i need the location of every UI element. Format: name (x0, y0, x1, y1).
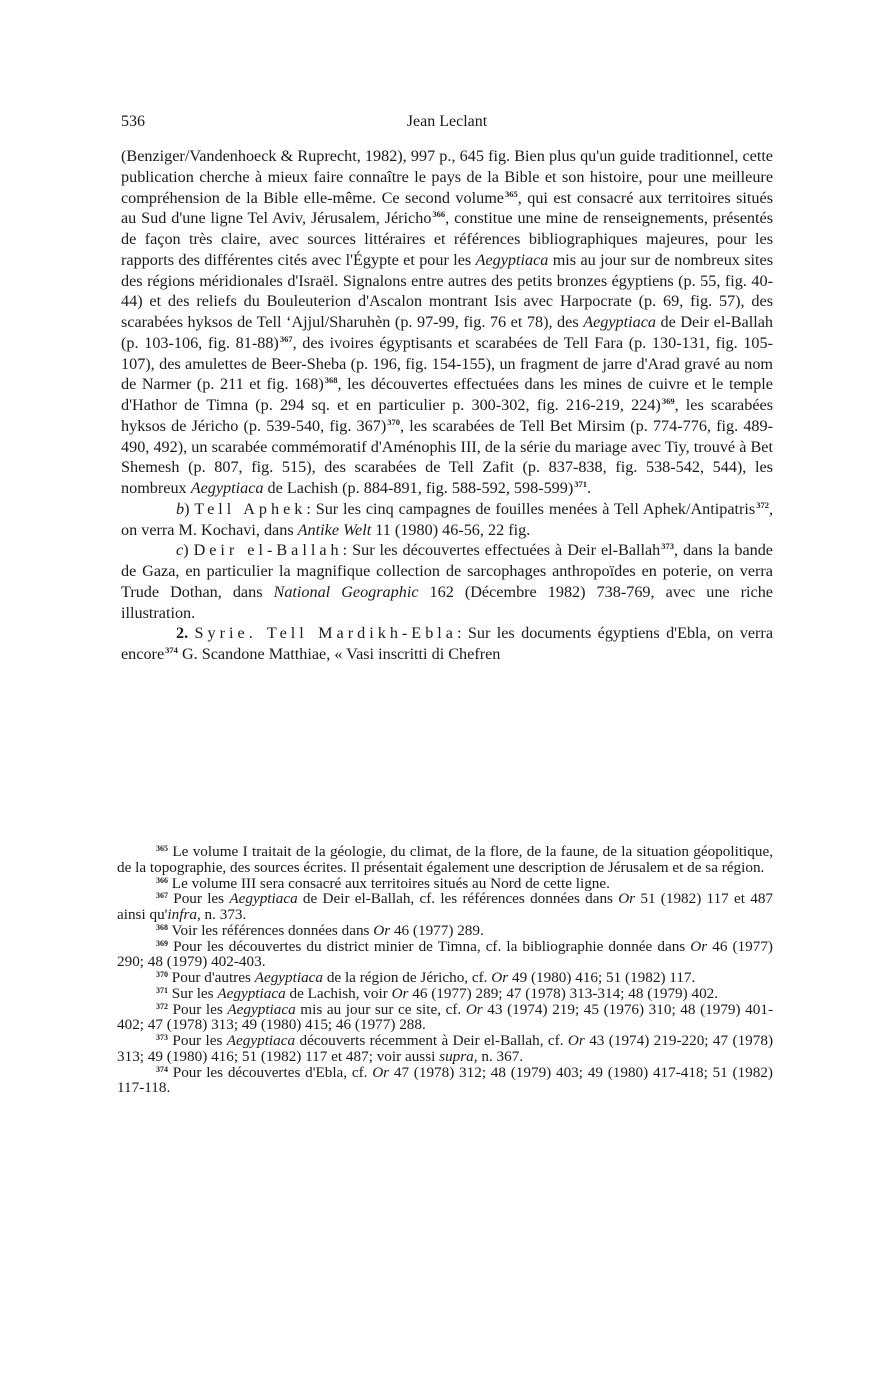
text-run: Pour les découvertes du district minier de Timna, cf. la bibliographie donnée dans (168, 937, 691, 955)
running-head: Jean Leclant (406, 113, 488, 130)
italic-text: Or (690, 937, 708, 955)
italic-text: Aegyptiaca (227, 1000, 296, 1018)
text-run: 46 (1977) 290; 48 (1979) 402-403. (117, 937, 773, 971)
italic-text: Antike Welt (297, 520, 372, 539)
text-run: Le volume III sera consacré aux territoires situés au Nord de cette ligne. (168, 874, 610, 892)
text-run: ) (184, 499, 195, 518)
spaced-heading-text: Syrie. Tell Mardikh-Ebla (194, 624, 457, 643)
italic-text: Aegyptiaca (190, 479, 264, 497)
footnote-reference: 373 (661, 541, 675, 552)
text-run: , des ivoires égyptisants et scarabées de Tell Fara (p. 130-131, fig. 105-107), des amulettes de Beer-Sheba (p. 196, fig. 154-155), un fragment de jarre d'Arad gravé au nom de Narmer (p. 211 et fig. 168) (121, 333, 774, 394)
text-run: Pour les (168, 1032, 227, 1049)
footnote (117, 891, 773, 923)
footnote-reference: 367 (156, 891, 168, 901)
text-run: Pour les découvertes d'Ebla, cf. (168, 1063, 373, 1081)
footnote (117, 1002, 773, 1034)
footnote-reference: 373 (156, 1033, 168, 1042)
footnote-reference: 366 (156, 875, 168, 885)
text-run: 47 (1978) 312; 48 (1979) 403; 49 (1980) 417-418; 51 (1982) 117-118. (117, 1063, 773, 1097)
text-run: . (587, 479, 592, 497)
italic-text: Aegyptiaca (226, 1032, 296, 1049)
footnote-reference: 366 (432, 209, 446, 220)
text-run: Pour d'autres (168, 969, 255, 986)
paragraph (121, 499, 773, 541)
footnote (117, 939, 773, 971)
footnote-reference: 368 (156, 922, 168, 932)
footnote-reference: 374 (165, 645, 178, 655)
italic-text: Or (372, 1063, 390, 1081)
footnote-reference: 367 (279, 333, 293, 344)
paragraph (121, 146, 773, 499)
italic-text: Or (618, 890, 636, 908)
text-run: 46 (1977) 289. (390, 921, 484, 939)
text-run: G. Scandone Matthiae, « Vasi inscritti di Chefren (177, 645, 501, 663)
footnote-reference: 370 (156, 970, 168, 979)
text-run: , n. 367. (473, 1047, 524, 1065)
italic-text: Aegyptiaca (217, 984, 286, 1002)
text-run: , dans la bande de Gaza, en particulier la magnifique collection de sarcophages anthropoïdes en poterie, on verra Trude Dothan, dans (121, 541, 773, 601)
footnote-reference: 374 (156, 1064, 168, 1074)
footnote-reference: 368 (324, 375, 338, 386)
italic-text: Aegyptiaca (475, 250, 549, 269)
footnote-reference: 365 (156, 844, 168, 853)
text-run: mis au jour sur de nombreux sites des régions méridionales d'Israël. Signalons entre autres des petits bronzes égyptiens (p. 55, fig. 40-44) et des reliefs du Bouleuterion d'Ascalon montrant Isis avec Harpocrate (p. 69, fig. 57), des scarabées hyksos de Tell ‘Ajjul/Sharuhèn (p. 97-99, fig. 76 et 78), des (121, 250, 774, 331)
text-run: Le volume I traitait de la géologie, du climat, de la flore, de la faune, de la situation géopolitique, de la topographie, des sources écrites. Il présentait également une description de Jérusalem et de sa région. (117, 843, 773, 876)
italic-text: National Geographic (273, 582, 419, 601)
italic-text: Or (567, 1032, 585, 1049)
footnote-reference: 371 (156, 985, 168, 995)
text-run: , les découvertes effectuées dans les mines de cuivre et le temple d'Hathor de Timna (p. 294 sq. et en particulier p. 300-302, fig. 216-219, 224) (121, 375, 773, 414)
footnote (117, 1033, 773, 1065)
text-run: mis au jour sur ce site, cf. (295, 1000, 466, 1018)
section-number: 2. (176, 624, 189, 643)
footnote (117, 876, 773, 892)
footnote (117, 1065, 773, 1097)
text-run: , les scarabées de Tell Bet Mirsim (p. 774-776, fig. 489-490, 492), un scarabée commémoratif d'Aménophis III, de la série du mariage avec Tiy, trouvé à Bet Shemesh (p. 807, fig. 515), des scarabées de Tell Zafit (p. 837-838, fig. 538-542, 544), les nombreux (121, 416, 773, 497)
paragraph (121, 623, 773, 665)
text-run: Sur les (168, 984, 218, 1002)
text-run: , n. 373. (196, 906, 247, 923)
text-run: 11 (1980) 46-56, 22 fig. (371, 520, 531, 539)
footnote-reference: 370 (387, 416, 400, 427)
text-run: 49 (1980) 416; 51 (1982) 117. (508, 969, 696, 986)
text-run: de Deir el-Ballah (p. 103-106, fig. 81-88) (121, 313, 774, 352)
footnote (117, 970, 773, 986)
text-run: , les scarabées hyksos de Jéricho (p. 539-540, fig. 367) (121, 396, 773, 435)
page-number: 536 (121, 113, 145, 130)
footnote-reference: 369 (156, 938, 168, 948)
text-run: Voir les références données dans (168, 921, 374, 939)
text-run: 162 (Décembre 1982) 738-769, avec une riche illustration. (121, 582, 773, 622)
italic-text: Aegyptiaca (254, 969, 324, 986)
italic-text: Aegyptiaca (583, 313, 656, 331)
text-run: , on verra M. Kochavi, dans (121, 499, 774, 539)
text-run: ) (183, 541, 194, 560)
spaced-heading-text: Deir el-Ballah (193, 541, 343, 560)
text-run: Pour les (168, 890, 230, 908)
italic-text: supra (439, 1047, 474, 1065)
italic-text: b (176, 499, 185, 518)
italic-text: Or (491, 969, 509, 986)
footnote-reference: 372 (756, 499, 769, 510)
text-run: découverts récemment à Deir el-Ballah, cf. (295, 1032, 568, 1049)
footnotes (117, 844, 773, 1096)
text-run: de la région de Jéricho, cf. (323, 969, 492, 986)
text-run: de Deir el-Ballah, cf. les références données dans (297, 890, 619, 908)
text-run: , qui est consacré aux territoires situés au Sud d'une ligne Tel Aviv, Jérusalem, Jéricho (121, 188, 773, 228)
footnote (117, 844, 773, 876)
text-run: 46 (1977) 289; 47 (1978) 313-314; 48 (1979) 402. (408, 984, 719, 1002)
italic-text: c (176, 541, 184, 560)
footnote-reference: 371 (574, 479, 588, 489)
paragraph (121, 540, 773, 623)
footnote (117, 923, 773, 939)
text-run: : Sur les cinq campagnes de fouilles menées à Tell Aphek/Antipatris (306, 499, 756, 518)
text-run: , constitue une mine de renseignements, présentés de façon très claire, avec sources littéraires et références bibliographiques majeures, pour les rapports des différentes cités avec l'Égypte et pour les (121, 209, 774, 269)
text-run: (Benziger/Vandenhoeck & Ruprecht, 1982), 997 p., 645 fig. Bien plus qu'un guide traditionnel, cette publication cherche à mieux faire connaître le pays de la Bible et son histoire, pour une meilleure compréhension de la Bible elle-même. Ce second volume (121, 147, 773, 207)
footnote-reference: 369 (661, 396, 675, 406)
italic-text: infra (167, 906, 197, 923)
italic-text: Aegyptiaca (229, 890, 298, 908)
footnote (117, 986, 773, 1002)
italic-text: Or (465, 1000, 483, 1018)
text-run: Pour les (168, 1000, 228, 1018)
footnote-reference: 365 (504, 188, 518, 199)
text-run: 51 (1982) 117 et 487 ainsi qu' (117, 890, 774, 923)
text-run: 43 (1974) 219-220; 47 (1978) 313; 49 (1980) 416; 51 (1982) 117 et 487; voir aussi (117, 1032, 774, 1065)
italic-text: Or (391, 984, 409, 1002)
main-text (121, 146, 773, 665)
text-run: : Sur les découvertes effectuées à Deir el-Ballah (342, 541, 661, 560)
text-run: de Lachish (p. 884-891, fig. 588-592, 598-599) (263, 479, 574, 497)
text-run: : Sur les documents égyptiens d'Ebla, on verra encore (121, 624, 773, 663)
page-header (121, 113, 773, 135)
text-run: 43 (1974) 219; 45 (1976) 310; 48 (1979) 401-402; 47 (1978) 313; 49 (1980) 415; 46 (1977) 288. (117, 1000, 774, 1034)
italic-text: Or (373, 921, 391, 939)
text-run: de Lachish, voir (285, 984, 392, 1002)
spaced-heading-text: Tell Aphek (194, 499, 307, 518)
footnote-reference: 372 (156, 1001, 168, 1011)
